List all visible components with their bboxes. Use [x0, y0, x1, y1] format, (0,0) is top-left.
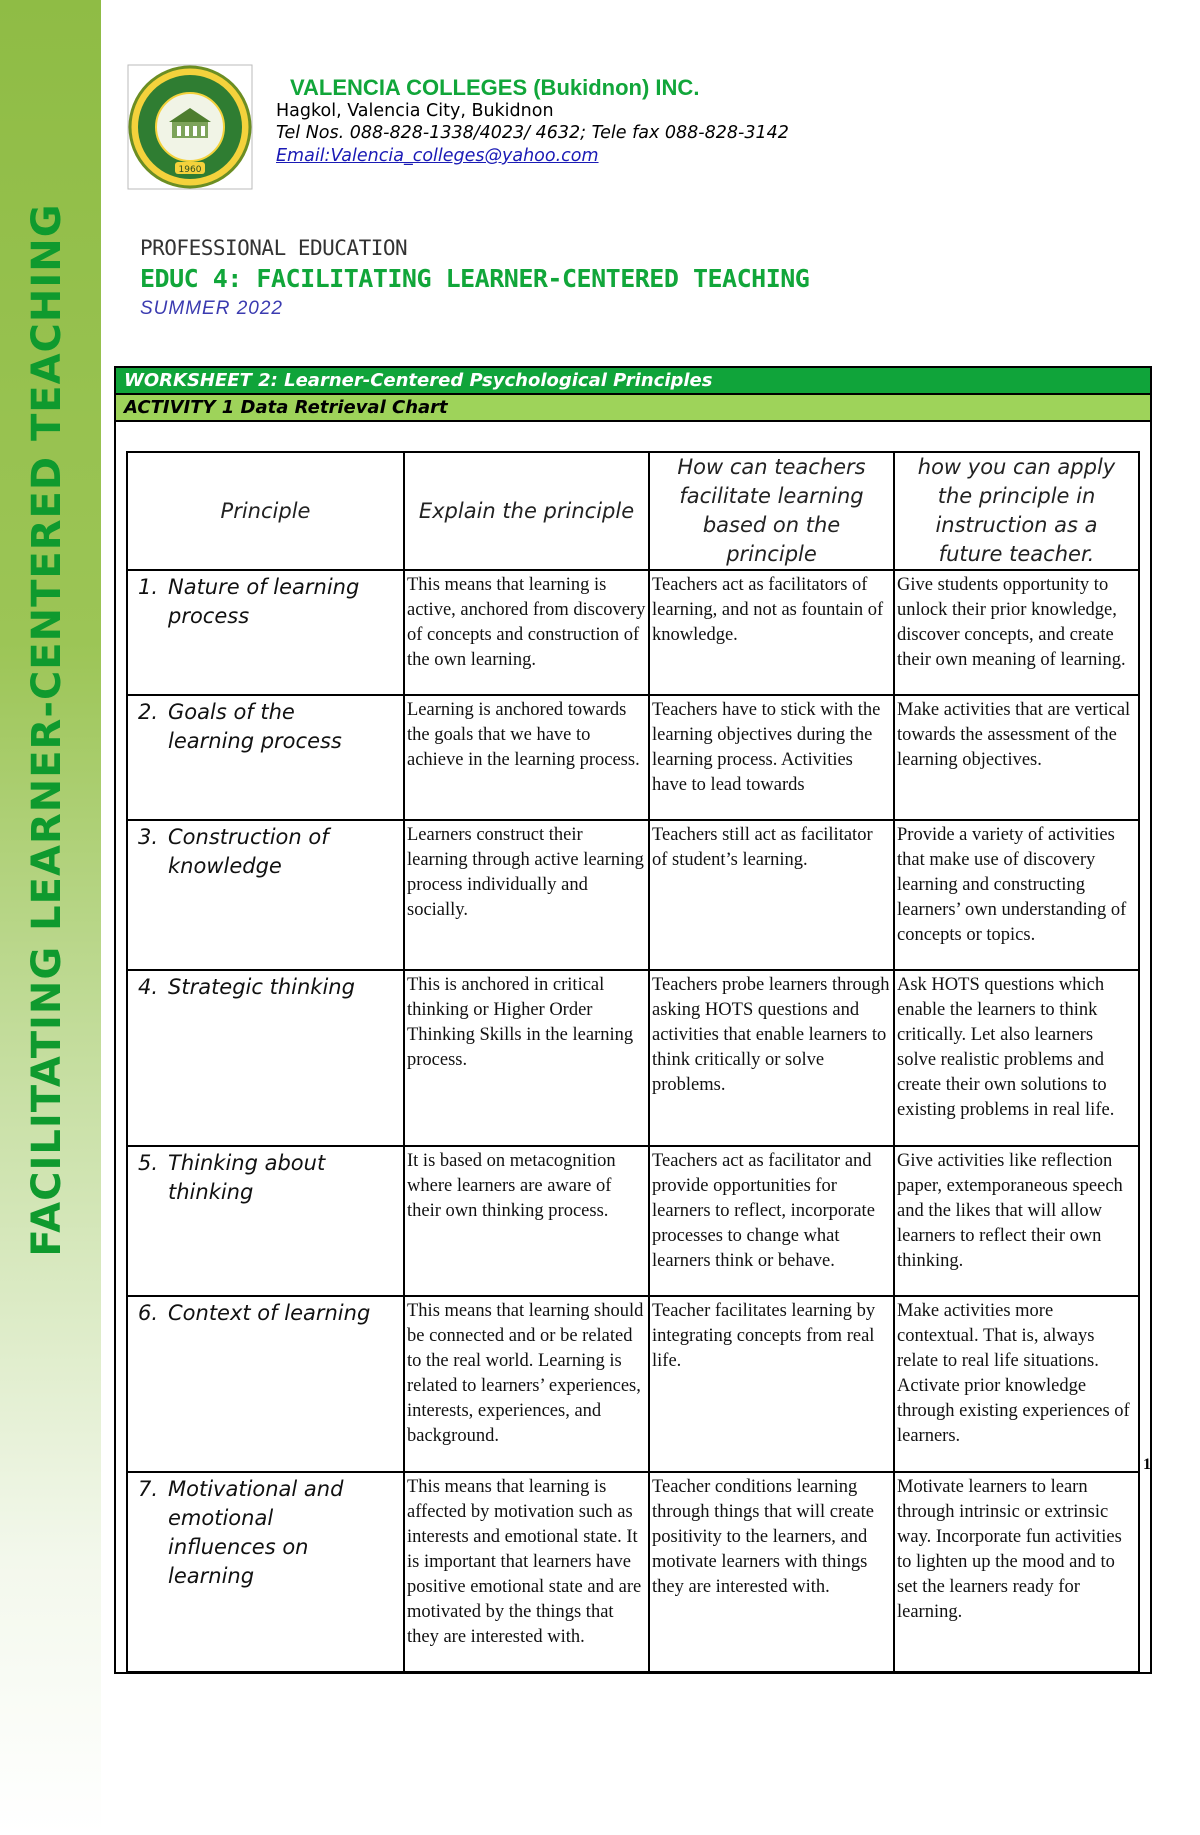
- table-row: [127, 695, 1139, 820]
- explain-cell: It is based on metacognition where learners are aware of their own thinking process.: [404, 1146, 649, 1296]
- principle-label: Goals of the learning process: [168, 700, 342, 753]
- header-facilitate: How can teachers facilitate learning based on the principle: [649, 452, 894, 570]
- facilitate-cell: Teachers act as facilitators of learning, and not as fountain of knowledge.: [649, 570, 894, 695]
- college-phone: Tel Nos. 088-828-1338/4023/ 4632; Tele fax 088-828-3142: [276, 123, 789, 143]
- explain-cell: This means that learning is affected by motivation such as interests and emotional state. It is important that learners have positive emotional state and are motivated by the things that they are interested with.: [404, 1472, 649, 1672]
- principle-cell: [127, 820, 404, 970]
- facilitate-cell: Teachers still act as facilitator of student’s learning.: [649, 820, 894, 970]
- explain-cell: Learning is anchored towards the goals that we have to achieve in the learning process.: [404, 695, 649, 820]
- apply-cell: Give students opportunity to unlock their prior knowledge, discover concepts, and create their own meaning of learning.: [894, 570, 1139, 695]
- principle-label: Motivational and emotional influences on learning: [168, 1477, 344, 1588]
- table-header-row: [127, 452, 1139, 570]
- department-label: PROFESSIONAL EDUCATION: [140, 236, 408, 260]
- principle-cell: [127, 570, 404, 695]
- principle-label: Thinking about thinking: [168, 1151, 326, 1204]
- apply-cell: Give activities like reflection paper, extemporaneous speech and the likes that will allow learners to reflect their own thinking.: [894, 1146, 1139, 1296]
- facilitate-cell: Teacher conditions learning through things that will create positivity to the learners, and motivate learners with things they are interested with.: [649, 1472, 894, 1672]
- principle-cell: [127, 695, 404, 820]
- principle-label: Strategic thinking: [168, 975, 355, 999]
- principle-label: Nature of learning process: [168, 575, 360, 628]
- worksheet-title: WORKSHEET 2: Learner-Centered Psychological Principles: [116, 368, 1150, 395]
- table-row: [127, 1296, 1139, 1472]
- principle-cell: [127, 1472, 404, 1672]
- table-row: [127, 970, 1139, 1146]
- principle-number: 4.: [138, 975, 159, 999]
- header-principle: Principle: [127, 452, 404, 570]
- page-number: 1: [1143, 1456, 1151, 1473]
- facilitate-cell: Teachers have to stick with the learning objectives during the learning process. Activities have to lead towards: [649, 695, 894, 820]
- table-row: [127, 1146, 1139, 1296]
- principle-label: Context of learning: [168, 1301, 371, 1325]
- data-retrieval-chart: [126, 451, 1140, 1673]
- table-row: [127, 820, 1139, 970]
- sidebar-band: [0, 0, 101, 1835]
- principle-number: 3.: [138, 825, 159, 849]
- principle-number: 2.: [138, 700, 159, 724]
- principle-cell: [127, 970, 404, 1146]
- activity-title: ACTIVITY 1 Data Retrieval Chart: [116, 395, 1150, 422]
- principle-number: 1.: [138, 575, 159, 599]
- apply-cell: Make activities more contextual. That is, always relate to real life situations. Activate prior knowledge through existing experiences of learners.: [894, 1296, 1139, 1472]
- college-name: VALENCIA COLLEGES (Bukidnon) INC.: [290, 75, 700, 100]
- college-email-link[interactable]: Email:Valencia_colleges@yahoo.com: [276, 146, 599, 166]
- principle-number: 7.: [138, 1477, 159, 1501]
- vertical-course-title: FACILITATING LEARNER-CENTERED TEACHING: [24, 203, 70, 1257]
- facilitate-cell: Teacher facilitates learning by integrating concepts from real life.: [649, 1296, 894, 1472]
- svg-text:1960: 1960: [178, 165, 202, 175]
- apply-cell: Provide a variety of activities that make use of discovery learning and constructing learners’ own understanding of concepts or topics.: [894, 820, 1139, 970]
- facilitate-cell: Teachers probe learners through asking HOTS questions and activities that enable learners to think critically or solve problems.: [649, 970, 894, 1146]
- principle-number: 5.: [138, 1151, 159, 1175]
- principle-cell: [127, 1146, 404, 1296]
- apply-cell: Ask HOTS questions which enable the learners to think critically. Let also learners solve realistic problems and create their own solutions to existing problems in real life.: [894, 970, 1139, 1146]
- course-term: SUMMER 2022: [140, 298, 283, 319]
- explain-cell: This means that learning is active, anchored from discovery of concepts and construction of the own learning.: [404, 570, 649, 695]
- table-row: [127, 1472, 1139, 1672]
- apply-cell: Make activities that are vertical towards the assessment of the learning objectives.: [894, 695, 1139, 820]
- explain-cell: Learners construct their learning through active learning process individually and socially.: [404, 820, 649, 970]
- college-seal-logo: [127, 64, 253, 190]
- principle-number: 6.: [138, 1301, 159, 1325]
- apply-cell: Motivate learners to learn through intrinsic or extrinsic way. Incorporate fun activities to lighten up the mood and to set the learners ready for learning.: [894, 1472, 1139, 1672]
- explain-cell: This is anchored in critical thinking or Higher Order Thinking Skills in the learning process.: [404, 970, 649, 1146]
- principle-cell: [127, 1296, 404, 1472]
- header-explain: Explain the principle: [404, 452, 649, 570]
- table-row: [127, 570, 1139, 695]
- course-title: EDUC 4: FACILITATING LEARNER-CENTERED TEACHING: [140, 264, 810, 293]
- header-apply: how you can apply the principle in instruction as a future teacher.: [894, 452, 1139, 570]
- principle-label: Construction of knowledge: [168, 825, 329, 878]
- explain-cell: This means that learning should be connected and or be related to the real world. Learning is related to learners’ experiences, interests, experiences, and background.: [404, 1296, 649, 1472]
- facilitate-cell: Teachers act as facilitator and provide opportunities for learners to reflect, incorporate processes to change what learners think or behave.: [649, 1146, 894, 1296]
- college-address: Hagkol, Valencia City, Bukidnon: [276, 101, 554, 121]
